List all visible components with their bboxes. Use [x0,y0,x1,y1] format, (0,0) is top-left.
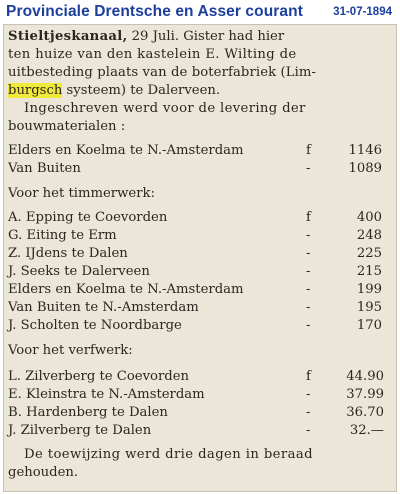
bid-amount: 37.99 [346,387,384,402]
currency-prefix: - [306,387,311,402]
currency-prefix: f [306,369,311,384]
clipping-header [6,2,398,24]
article-line: bouwmaterialen : [8,119,126,134]
article-text: 29 Juli. Gister had hier [127,29,285,44]
bid-amount: 248 [356,228,382,243]
bidder-name: E. Kleinstra te N.-Amsterdam [8,387,205,402]
currency-prefix: - [306,228,311,243]
bid-amount: 215 [356,264,382,279]
bid-row [8,404,392,422]
article-line: Ingeschreven werd voor de levering der [24,101,306,116]
article-line: De toewijzing werd drie dagen in beraad [24,447,313,462]
bidder-name: G. Eiting te Erm [8,228,117,243]
article-line [8,82,392,100]
currency-prefix: f [306,143,311,158]
bidder-name: Z. IJdens te Dalen [8,246,128,261]
bid-row [8,368,392,386]
bidder-name: B. Hardenberg te Dalen [8,405,168,420]
bid-amount: 199 [356,282,382,297]
bid-row [8,281,392,299]
bidder-name: Van Buiten te N.-Amsterdam [8,300,199,315]
bidder-name: J. Zilverberg te Dalen [8,423,152,438]
bid-row [8,317,392,335]
highlighted-word: burgsch [8,83,63,98]
bidder-name: Van Buiten [8,161,81,176]
section-heading-verfwerk: Voor het verfwerk: [8,343,133,358]
bidder-name: Elders en Koelma te N.-Amsterdam [8,143,244,158]
bid-row [8,209,392,227]
bidder-name: J. Seeks te Dalerveen [8,264,150,279]
currency-prefix: - [306,300,311,315]
article-line [8,28,392,46]
bid-row [8,422,392,440]
bid-amount: 44.90 [346,369,384,384]
bidder-name: L. Zilverberg te Coevorden [8,369,190,384]
currency-prefix: - [306,246,311,261]
article-place-title: Stieltjeskanaal, [8,29,128,44]
bid-amount: 1146 [348,143,382,158]
newspaper-title: Provinciale Drentsche en Asser courant [6,3,303,20]
newspaper-clipping [3,24,397,492]
bid-row [8,263,392,281]
currency-prefix: - [306,405,311,420]
publication-date: 31-07-1894 [333,6,392,18]
article-line: gehouden. [8,465,79,480]
bid-amount: 32.— [349,423,384,438]
currency-prefix: - [306,423,311,438]
bid-amount: 400 [356,210,382,225]
article-line: ten huize van den kastelein E. Wilting de [8,47,297,62]
article-text: systeem) te Dalerveen. [62,83,221,98]
bidder-name: J. Scholten te Noordbarge [8,318,182,333]
section-heading-timmerwerk: Voor het timmerwerk: [8,186,155,201]
bidder-name: A. Epping te Coevorden [8,210,168,225]
bid-row [8,142,392,160]
bid-row [8,160,392,178]
bid-amount: 225 [356,246,382,261]
bid-amount: 36.70 [346,405,384,420]
currency-prefix: - [306,318,311,333]
currency-prefix: f [306,210,311,225]
article-line: uitbesteding plaats van de boterfabriek (Lim- [8,65,317,80]
bid-amount: 195 [356,300,382,315]
bid-row [8,227,392,245]
currency-prefix: - [306,282,311,297]
bid-row [8,386,392,404]
currency-prefix: - [306,161,311,176]
bid-row [8,245,392,263]
bidder-name: Elders en Koelma te N.-Amsterdam [8,282,244,297]
bid-amount: 170 [356,318,382,333]
currency-prefix: - [306,264,311,279]
bid-row [8,299,392,317]
bid-amount: 1089 [348,161,382,176]
